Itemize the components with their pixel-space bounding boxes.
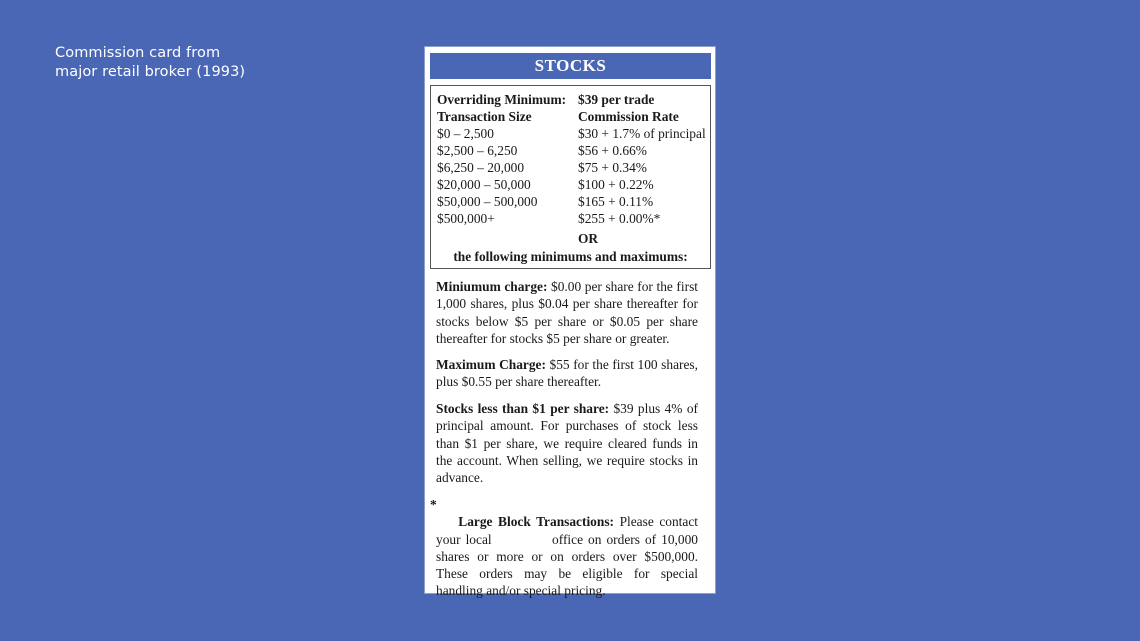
overriding-minimum-value: $39 per trade <box>578 92 655 107</box>
commission-rate: $30 + 1.7% of principal <box>578 126 706 141</box>
table-row <box>437 142 707 159</box>
commission-rate: $165 + 0.11% <box>578 194 654 209</box>
maximum-charge-text: $55 for the first 100 shares, plus $0.55 per share thereafter. <box>436 357 698 390</box>
transaction-size: $6,250 – 20,000 <box>437 160 525 175</box>
column-header-size: Transaction Size <box>437 109 532 124</box>
large-block-label: Large Block Transactions: <box>458 514 614 530</box>
column-headers <box>437 108 707 125</box>
card-title: STOCKS <box>430 53 711 79</box>
rate-table <box>430 85 711 269</box>
minimum-charge-text: $0.00 per share for the first 1,000 shares, plus $0.04 per share thereafter for stocks below $5 per share or $0.05 per share thereafter for stocks $5 per share or greater. <box>436 279 698 346</box>
caption <box>55 44 245 82</box>
large-block-paragraph <box>436 496 702 617</box>
overriding-minimum-label: Overriding Minimum: <box>437 92 567 107</box>
maximum-charge-label: Maximum Charge: <box>436 357 546 372</box>
commission-rate: $255 + 0.00%* <box>578 211 661 226</box>
commission-rate: $56 + 0.66% <box>578 143 647 158</box>
table-row <box>437 210 707 227</box>
maximum-charge-paragraph <box>436 356 698 391</box>
table-row <box>437 193 707 210</box>
following-minimums-text: the following minimums and maximums: <box>453 249 688 264</box>
commission-rate: $75 + 0.34% <box>578 160 647 175</box>
under-one-dollar-text: $39 plus 4% of principal amount. For purchases of stock less than $1 per share, we require cleared funds in the account. When selling, we require stocks in advance. <box>436 401 698 486</box>
commission-card <box>424 46 716 599</box>
commission-rate: $100 + 0.22% <box>578 177 654 192</box>
table-row <box>437 125 707 142</box>
table-row <box>437 176 707 193</box>
large-block-text: Please contact your local office on orders of 10,000 shares or more or on orders over $500,000. These orders may be eligible for special handling and/or special pricing. <box>436 514 702 599</box>
under-one-dollar-paragraph <box>436 400 698 486</box>
transaction-size: $50,000 – 500,000 <box>437 194 538 209</box>
transaction-size: $0 – 2,500 <box>437 126 494 141</box>
minimum-charge-label: Miniumum charge: <box>436 279 548 294</box>
under-one-dollar-label: Stocks less than $1 per share: <box>436 401 610 416</box>
column-header-rate: Commission Rate <box>578 109 679 124</box>
transaction-size: $20,000 – 50,000 <box>437 177 531 192</box>
transaction-size: $500,000+ <box>437 211 495 226</box>
transaction-size: $2,500 – 6,250 <box>437 143 518 158</box>
caption-line-2: major retail broker (1993) <box>55 64 246 80</box>
overriding-minimum-row <box>437 91 707 108</box>
or-divider: OR <box>578 231 599 246</box>
caption-line-1: Commission card from <box>55 45 221 61</box>
minimum-charge-paragraph <box>436 278 698 347</box>
table-row <box>437 159 707 176</box>
asterisk-marker: * <box>430 497 437 512</box>
